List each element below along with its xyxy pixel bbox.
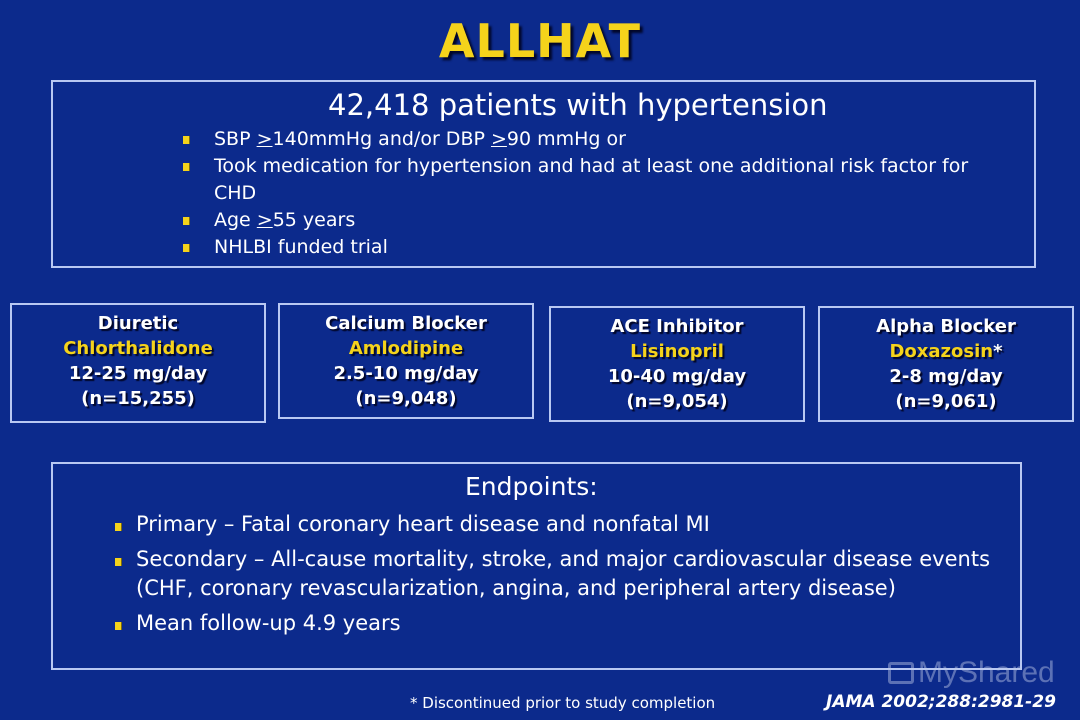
- endpoint-item: Primary – Fatal coronary heart disease and nonfatal MI: [115, 510, 995, 539]
- endpoint-item: Mean follow-up 4.9 years: [115, 609, 995, 638]
- treatment-arm-calcium-blocker: [278, 303, 534, 419]
- arm-class: Diuretic: [97, 313, 179, 334]
- square-bullet-icon: [115, 558, 122, 566]
- endpoint-item: Secondary – All-cause mortality, stroke, and major cardiovascular disease events (CHF, coronary revascularization, angina, and peripheral artery disease): [115, 545, 995, 603]
- square-bullet-icon: [183, 136, 190, 144]
- square-bullet-icon: [183, 244, 190, 252]
- treatment-arm-diuretic: [10, 303, 266, 423]
- criteria-item: NHLBI funded trial: [183, 234, 973, 261]
- discontinued-asterisk: *: [993, 341, 1003, 362]
- arm-class: Calcium Blocker: [325, 313, 487, 334]
- arm-drug: Chlorthalidone: [63, 338, 213, 359]
- endpoints-box: [51, 462, 1022, 670]
- square-bullet-icon: [183, 163, 190, 171]
- arm-class: Alpha Blocker: [876, 316, 1016, 337]
- arm-n: (n=15,255): [81, 388, 195, 409]
- criteria-list: [183, 126, 973, 261]
- arm-dose: 2.5-10 mg/day: [333, 363, 479, 384]
- arm-dose: 12-25 mg/day: [68, 363, 208, 384]
- treatment-arm-alpha-blocker: [818, 306, 1074, 422]
- criteria-item: Age >55 years: [183, 207, 973, 234]
- arm-n: (n=9,054): [626, 391, 728, 412]
- arm-n: (n=9,061): [895, 391, 997, 412]
- criteria-item: SBP >140mmHg and/or DBP >90 mmHg or: [183, 126, 973, 153]
- square-bullet-icon: [115, 523, 122, 531]
- arm-drug: Lisinopril: [630, 341, 724, 362]
- slide-title: ALLHAT: [438, 14, 642, 68]
- arm-dose: 10-40 mg/day: [607, 366, 747, 387]
- endpoints-list: [115, 510, 995, 644]
- arm-class: ACE Inhibitor: [610, 316, 744, 337]
- population-heading: 42,418 patients with hypertension: [328, 88, 828, 122]
- watermark: MyShared: [888, 656, 1055, 690]
- square-bullet-icon: [183, 217, 190, 225]
- arm-n: (n=9,048): [355, 388, 457, 409]
- monitor-icon: [888, 662, 914, 684]
- criteria-item: Took medication for hypertension and had at least one additional risk factor for CHD: [183, 153, 973, 207]
- arm-dose: 2-8 mg/day: [889, 366, 1003, 387]
- footnote: * Discontinued prior to study completion: [410, 694, 716, 712]
- arm-drug: Amlodipine: [348, 338, 464, 359]
- citation: JAMA 2002;288:2981-29: [826, 692, 1056, 712]
- endpoints-heading: Endpoints:: [465, 472, 598, 501]
- arm-drug: Doxazosin: [889, 341, 994, 362]
- treatment-arm-ace-inhibitor: [549, 306, 805, 422]
- square-bullet-icon: [115, 622, 122, 630]
- population-box: [51, 80, 1036, 268]
